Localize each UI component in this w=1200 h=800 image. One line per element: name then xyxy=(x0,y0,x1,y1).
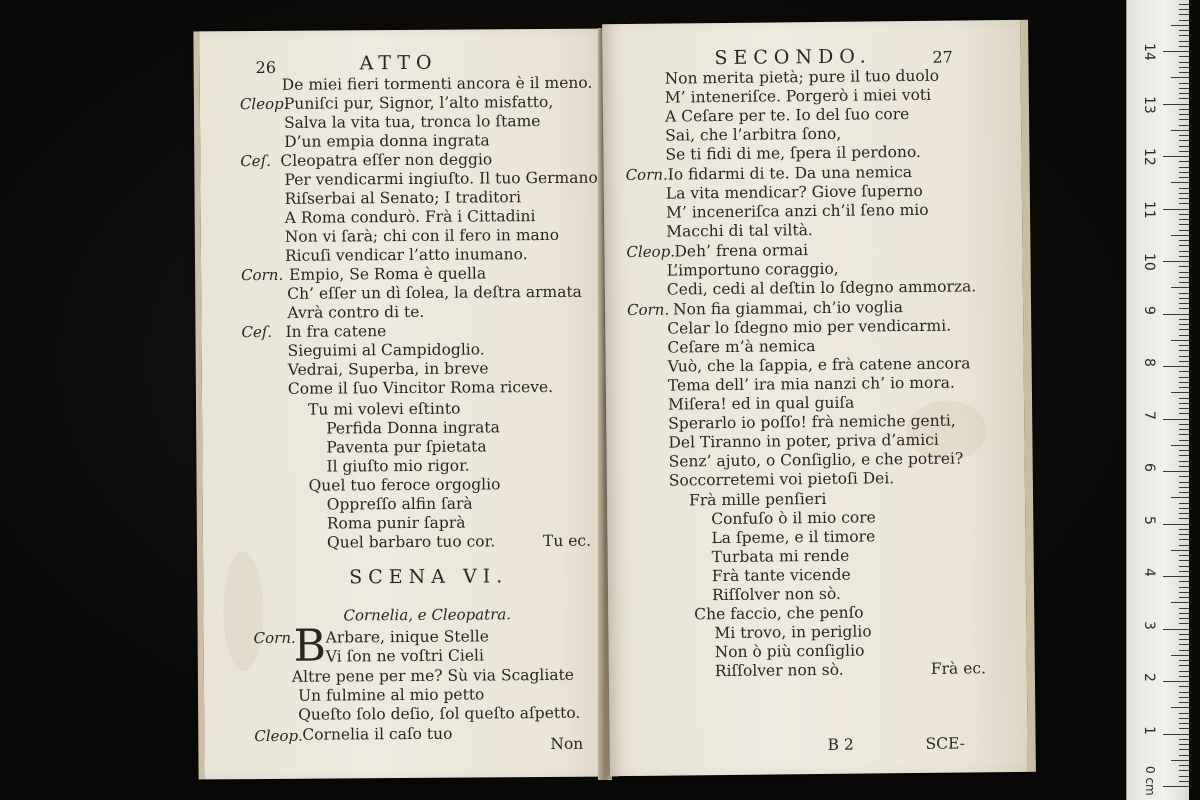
speaker-label: Ceſ. xyxy=(240,151,272,171)
ruler-tick xyxy=(1163,524,1189,525)
ruler-tick xyxy=(1179,188,1189,189)
ruler-number: 12 xyxy=(1141,148,1157,166)
verse-line: Se ti fidi di me, ſpera il perdono. xyxy=(665,142,922,164)
ruler-tick xyxy=(1179,324,1189,325)
verse-line: Soccorretemi voi pietoſi Dei. xyxy=(668,469,895,490)
ruler-tick xyxy=(1179,9,1189,10)
ruler-tick xyxy=(1163,629,1189,630)
ruler-tick xyxy=(1171,77,1189,78)
ruler-tick xyxy=(1179,508,1189,509)
ruler-tick xyxy=(1179,560,1189,561)
verse-line: Ch’ eſſer un dì ſolea, la deſtra armata xyxy=(287,282,582,303)
ruler-tick xyxy=(1179,151,1189,152)
ruler-tick xyxy=(1179,665,1189,666)
verse-line: La vita mendicar? Giove ſuperno xyxy=(665,181,923,203)
ruler-tick xyxy=(1179,545,1189,546)
ruler-tick xyxy=(1179,608,1189,609)
ruler-tick xyxy=(1179,492,1189,493)
ruler-tick xyxy=(1179,114,1189,115)
ruler-tick xyxy=(1179,140,1189,141)
ruler-tick xyxy=(1179,88,1189,89)
ruler-tick xyxy=(1163,366,1189,367)
ruler-tick xyxy=(1163,314,1189,315)
ruler-tick xyxy=(1179,623,1189,624)
ruler-tick xyxy=(1171,497,1189,498)
ruler-tick xyxy=(1179,272,1189,273)
verse-line: Queſto ſolo deſio, ſol queſto aſpetto. xyxy=(298,703,581,724)
ruler-tick xyxy=(1179,46,1189,47)
ruler-tick xyxy=(1179,429,1189,430)
speaker-label: Corn. xyxy=(625,165,668,185)
ruler-tick xyxy=(1171,602,1189,603)
ruler-tick xyxy=(1163,576,1189,577)
verse-line: A Roma condurò. Frà i Cittadini xyxy=(284,207,536,227)
verse-line: Ricuſi vendicar l’atto inumano. xyxy=(284,245,528,265)
ruler-tick xyxy=(1163,104,1189,105)
verse-line: Salva la vita tua, tronca lo ſtame xyxy=(283,112,541,132)
ruler-tick xyxy=(1171,340,1189,341)
ruler-tick xyxy=(1179,398,1189,399)
verse-line: Frà tante vicende xyxy=(711,565,851,586)
speaker-label: Corn. xyxy=(626,300,670,320)
ruler-number: 7 xyxy=(1141,410,1157,420)
ruler-tick xyxy=(1179,755,1189,756)
verse-line: Arbare, inique Stelle xyxy=(325,627,489,647)
ruler-tick xyxy=(1179,335,1189,336)
ruler-tick xyxy=(1163,156,1189,157)
ruler-tick xyxy=(1179,83,1189,84)
verse-line: Celar lo ſdegno mio per vendicarmi. xyxy=(667,316,952,338)
ruler-tick xyxy=(1179,434,1189,435)
ruler-tick xyxy=(1171,550,1189,551)
speaker-label: Cleop. xyxy=(239,94,289,114)
ruler-tick xyxy=(1179,581,1189,582)
ruler-tick xyxy=(1179,329,1189,330)
ruler-tick xyxy=(1179,41,1189,42)
ruler-tick xyxy=(1179,534,1189,535)
verse-line: Ceſare m’à nemica xyxy=(667,337,816,357)
speaker-label: Ceſ. xyxy=(241,322,273,342)
ruler-tick xyxy=(1179,455,1189,456)
ruler-tick xyxy=(1163,471,1189,472)
ruler-tick xyxy=(1179,219,1189,220)
verse-line: Cornelia il caſo tuo xyxy=(302,724,453,744)
verse-line: Oppreſſo alfin ſarà xyxy=(326,494,473,514)
left-page xyxy=(193,29,618,780)
ruler-tick xyxy=(1179,224,1189,225)
ruler-number: 4 xyxy=(1141,568,1157,577)
ruler-tick xyxy=(1179,618,1189,619)
ruler-tick xyxy=(1179,382,1189,383)
verse-line: Paventa pur ſpietata xyxy=(326,437,487,457)
ruler-tick xyxy=(1179,466,1189,467)
ruler-tick xyxy=(1171,707,1189,708)
speaker-label: Corn. xyxy=(241,265,284,285)
verse-line: Senz’ ajuto, o Conſiglio, e che potrei? xyxy=(668,449,964,471)
ruler-tick xyxy=(1179,781,1189,782)
ruler-tick xyxy=(1179,571,1189,572)
ruler-number: 6 xyxy=(1141,463,1157,472)
da-capo-mark: Frà ec. xyxy=(930,659,987,678)
ruler-tick xyxy=(1179,93,1189,94)
ruler-tick xyxy=(1163,681,1189,682)
verse-line: Vuò, che la ſappia, e frà catene ancora xyxy=(667,354,971,376)
ruler-tick xyxy=(1179,240,1189,241)
speaker-label: Cleop. xyxy=(626,242,676,262)
ruler-tick xyxy=(1179,592,1189,593)
verse-line: Turbata mi rende xyxy=(711,546,850,567)
ruler-tick xyxy=(1179,518,1189,519)
ruler-tick xyxy=(1171,287,1189,288)
ruler-tick xyxy=(1179,345,1189,346)
verse-line: Sieguimi al Campidoglio. xyxy=(287,340,485,360)
verse-line: Riſſolver non sò. xyxy=(714,660,844,681)
ruler-tick xyxy=(1179,408,1189,409)
ruler-tick xyxy=(1179,177,1189,178)
left-running-head: ATTO xyxy=(359,51,438,75)
ruler-tick xyxy=(1179,476,1189,477)
ruler-tick xyxy=(1179,266,1189,267)
verse-line: L’importuno coraggio, xyxy=(666,259,839,280)
ruler-tick xyxy=(1179,198,1189,199)
paper-stain xyxy=(223,551,264,671)
ruler-tick xyxy=(1163,261,1189,262)
ruler-tick xyxy=(1179,14,1189,15)
right-page xyxy=(602,20,1036,776)
verse-line: Un fulmine al mio petto xyxy=(297,685,485,705)
ruler-tick xyxy=(1179,230,1189,231)
verse-line: D’un empia donna ingrata xyxy=(284,131,490,151)
ruler-tick xyxy=(1163,786,1189,787)
ruler-tick xyxy=(1179,749,1189,750)
verse-line: Frà mille penſieri xyxy=(688,489,827,510)
ruler-number: 2 xyxy=(1141,673,1157,682)
ruler-tick xyxy=(1179,403,1189,404)
ruler-tick xyxy=(1179,277,1189,278)
verse-line: Riſserbai al Senato; I traditori xyxy=(284,188,522,208)
verse-line: Miſera! ed in qual guiſa xyxy=(667,393,855,414)
verse-line: Per vendicarmi ingiuſto. Il tuo Germano xyxy=(284,168,598,189)
ruler-tick xyxy=(1163,734,1189,735)
verse-line: Altre pene per me? Sù via Scagliate xyxy=(291,665,575,686)
verse-line: Puniſci pur, Signor, l’alto misfatto, xyxy=(283,92,554,113)
ruler-tick xyxy=(1179,4,1189,5)
ruler-tick xyxy=(1163,51,1189,52)
ruler-number: 10 xyxy=(1141,253,1157,271)
ruler-tick xyxy=(1179,161,1189,162)
ruler-tick xyxy=(1179,377,1189,378)
ruler-tick xyxy=(1179,461,1189,462)
verse-line: Macchi di tal viltà. xyxy=(666,221,813,241)
verse-line: Cedi, cedi al deſtin lo ſdegno ammorza. xyxy=(666,277,977,299)
ruler-tick xyxy=(1179,62,1189,63)
verse-line: Empio, Se Roma è quella xyxy=(289,264,487,284)
ruler-tick xyxy=(1179,587,1189,588)
ruler-tick xyxy=(1179,256,1189,257)
verse-line: Quel barbaro tuo cor. xyxy=(326,532,496,552)
ruler-tick xyxy=(1171,235,1189,236)
verse-line: M’ inteneriſce. Porgerò i miei voti xyxy=(664,85,932,107)
verse-line: Io fidarmi di te. Da una nemica xyxy=(667,163,913,184)
ruler-tick xyxy=(1179,98,1189,99)
ruler-tick xyxy=(1179,308,1189,309)
scene-characters: Cornelia, e Cleopatra. xyxy=(343,605,512,625)
ruler-tick xyxy=(1179,67,1189,68)
ruler-tick xyxy=(1171,760,1189,761)
scene-heading: SCENA VI. xyxy=(349,565,509,589)
verse-line: Non merita pietà; pure il tuo duolo xyxy=(664,66,940,88)
ruler-tick xyxy=(1179,282,1189,283)
verse-line: Deh’ frena ormai xyxy=(674,241,809,261)
verse-line: A Ceſare per te. Io del ſuo core xyxy=(664,105,910,126)
ruler-number: 9 xyxy=(1141,305,1157,315)
ruler-tick xyxy=(1179,539,1189,540)
verse-line: Sperarlo io poſſo! frà nemiche genti, xyxy=(668,411,956,433)
ruler-tick xyxy=(1179,450,1189,451)
ruler-tick xyxy=(1179,167,1189,168)
verse-line: Sai, che l’arbitra ſono, xyxy=(665,124,842,145)
ruler-tick xyxy=(1179,613,1189,614)
verse-line: In fra catene xyxy=(285,322,387,341)
ruler-tick xyxy=(1179,146,1189,147)
ruler-tick xyxy=(1179,776,1189,777)
ruler-tick xyxy=(1179,529,1189,530)
verse-line: Mi trovo, in periglio xyxy=(714,622,872,643)
verse-line: Tema dell’ ira mia nanzi ch’ io mora. xyxy=(667,373,955,395)
ruler-tick xyxy=(1179,686,1189,687)
ruler-tick xyxy=(1179,713,1189,714)
verse-line: Quel tuo feroce orgoglio xyxy=(308,475,501,495)
speaker-label: Cleop. xyxy=(254,726,303,746)
ruler-tick xyxy=(1179,172,1189,173)
ruler-tick xyxy=(1179,245,1189,246)
verse-line: Vi ſon ne voſtri Cieli xyxy=(325,646,484,666)
verse-line: Tu mi volevi eſtinto xyxy=(307,399,461,419)
verse-line: La ſpeme, e il timore xyxy=(711,527,876,548)
signature-mark: B 2 xyxy=(827,735,854,754)
ruler-tick xyxy=(1179,650,1189,651)
verse-line: Come il ſuo Vincitor Roma riceve. xyxy=(287,377,554,398)
ruler-tick xyxy=(1179,35,1189,36)
ruler-tick xyxy=(1171,130,1189,131)
verse-line: Confuſo ò il mio core xyxy=(711,508,876,529)
ruler-tick xyxy=(1171,182,1189,183)
verse-line: Il giuſto mio rigor. xyxy=(326,456,470,476)
da-capo-mark: Tu ec. xyxy=(542,531,592,551)
ruler-tick xyxy=(1179,676,1189,677)
ruler-tick xyxy=(1179,744,1189,745)
ruler-tick xyxy=(1163,419,1189,420)
ruler-tick xyxy=(1171,655,1189,656)
ruler-tick xyxy=(1179,597,1189,598)
ruler-tick xyxy=(1179,723,1189,724)
catchword: SCE- xyxy=(925,734,966,753)
speaker-label: Corn. xyxy=(253,628,296,648)
ruler-tick xyxy=(1179,125,1189,126)
ruler-tick xyxy=(1171,392,1189,393)
ruler-tick xyxy=(1179,387,1189,388)
verse-line: Del Tiranno in poter, priva d’amici xyxy=(668,430,939,452)
ruler-tick xyxy=(1179,30,1189,31)
ruler-tick xyxy=(1179,718,1189,719)
ruler-number: 1 xyxy=(1141,725,1157,735)
verse-line: Non ò più conſiglio xyxy=(714,641,865,662)
verse-line: Vedrai, Superba, in breve xyxy=(287,359,489,379)
ruler-tick xyxy=(1179,251,1189,252)
ruler-tick xyxy=(1179,634,1189,635)
ruler-tick xyxy=(1179,214,1189,215)
ruler-tick xyxy=(1179,770,1189,771)
drop-capital: B xyxy=(293,620,327,672)
left-page-number: 26 xyxy=(255,57,277,78)
ruler-tick xyxy=(1179,193,1189,194)
ruler-tick xyxy=(1179,697,1189,698)
ruler-tick xyxy=(1179,413,1189,414)
ruler-tick xyxy=(1179,203,1189,204)
ruler-tick xyxy=(1179,298,1189,299)
ruler-tick xyxy=(1179,319,1189,320)
ruler-tick xyxy=(1179,303,1189,304)
ruler-tick xyxy=(1163,209,1189,210)
verse-line: Roma punir ſaprà xyxy=(326,513,466,533)
ruler-tick xyxy=(1179,119,1189,120)
ruler-number: 13 xyxy=(1141,95,1157,114)
ruler-tick xyxy=(1179,356,1189,357)
ruler-tick xyxy=(1179,440,1189,441)
ruler-tick xyxy=(1179,72,1189,73)
verse-line: De miei fieri tormenti ancora è il meno. xyxy=(281,73,593,94)
ruler-tick xyxy=(1171,445,1189,446)
ruler-tick xyxy=(1179,702,1189,703)
ruler-tick xyxy=(1179,135,1189,136)
ruler-tick xyxy=(1179,293,1189,294)
verse-line: M’ inceneriſca anzi ch’il ſeno mio xyxy=(665,200,929,222)
ruler-number: 5 xyxy=(1141,515,1157,525)
ruler-tick xyxy=(1171,25,1189,26)
verse-line: Avrà contro di te. xyxy=(287,302,425,322)
ruler-tick xyxy=(1179,692,1189,693)
ruler-tick xyxy=(1179,739,1189,740)
ruler-unit-label: 0 cm xyxy=(1143,766,1157,796)
ruler-tick xyxy=(1179,56,1189,57)
ruler-tick xyxy=(1179,671,1189,672)
ruler-tick xyxy=(1179,639,1189,640)
right-page-number: 27 xyxy=(932,47,953,67)
verse-line: Riſſolver non sò. xyxy=(711,584,841,605)
ruler-tick xyxy=(1179,350,1189,351)
ruler-number: 14 xyxy=(1141,43,1157,61)
ruler-tick xyxy=(1179,513,1189,514)
verse-line: Non fia giammai, ch’io voglia xyxy=(672,298,904,319)
verse-line: Che faccio, che penſo xyxy=(694,603,864,624)
verse-line: Non vi ſarà; chi con il fero in mano xyxy=(284,225,560,246)
ruler-number: 3 xyxy=(1141,620,1157,630)
ruler-tick xyxy=(1179,765,1189,766)
ruler-tick xyxy=(1179,424,1189,425)
ruler-tick xyxy=(1179,728,1189,729)
ruler-number: 11 xyxy=(1141,200,1157,219)
ruler-tick xyxy=(1179,555,1189,556)
verse-line: Cleopatra eſſer non deggio xyxy=(280,150,493,170)
ruler-tick xyxy=(1179,487,1189,488)
ruler-tick xyxy=(1179,503,1189,504)
ruler-tick xyxy=(1179,361,1189,362)
catchword: Non xyxy=(550,734,584,754)
ruler-number: 8 xyxy=(1141,358,1157,367)
ruler-tick xyxy=(1179,371,1189,372)
verse-line: Perfida Donna ingrata xyxy=(326,418,500,438)
measuring-ruler xyxy=(1126,0,1189,800)
ruler-tick xyxy=(1179,566,1189,567)
ruler-tick xyxy=(1179,482,1189,483)
ruler-tick xyxy=(1179,660,1189,661)
ruler-tick xyxy=(1179,109,1189,110)
right-running-head: SECONDO. xyxy=(714,45,872,70)
ruler-tick xyxy=(1179,20,1189,21)
ruler-tick xyxy=(1179,644,1189,645)
